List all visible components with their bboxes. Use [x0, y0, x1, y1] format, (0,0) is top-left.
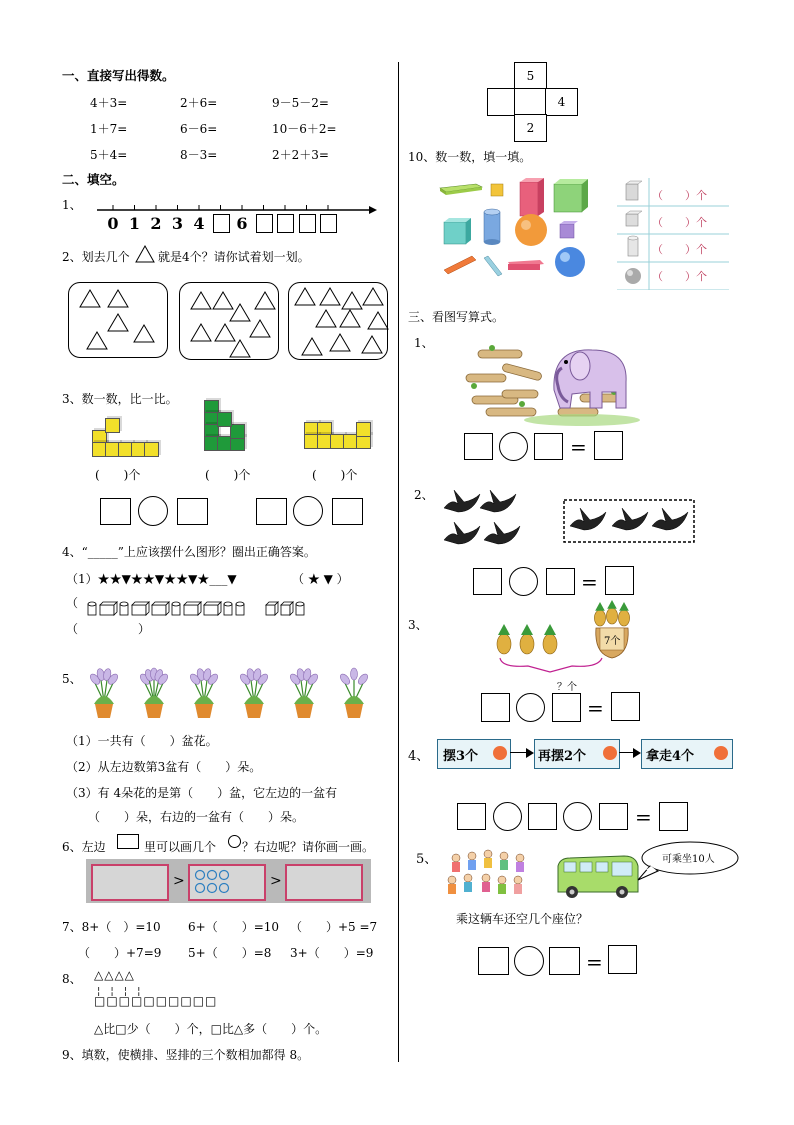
flower-pot — [195, 704, 213, 718]
pineapple — [606, 608, 617, 624]
child-head — [484, 850, 492, 858]
section2-title: 二、填空。 — [62, 172, 125, 187]
q4-text: 4、“_____”上应该摆什么图形？圈出正确答案。 — [62, 545, 316, 559]
calc-1-3: 9－5－2= — [272, 96, 329, 110]
q10-text: 10、数一数，填一填。 — [408, 150, 532, 164]
section1-title: 一、直接写出得数。 — [62, 68, 175, 83]
equals-sign: = — [570, 435, 587, 459]
number-line-label: 3 — [171, 214, 184, 233]
number-line-blank[interactable] — [299, 214, 316, 233]
bird — [444, 522, 480, 544]
child-head — [468, 852, 476, 860]
answer-circle[interactable] — [138, 496, 168, 526]
child-body — [484, 858, 492, 868]
calc-2-3: 10－6＋2= — [272, 122, 337, 136]
cylinder-top — [172, 602, 180, 606]
pineapple-leaves — [544, 624, 556, 635]
small-circle-icon — [228, 835, 241, 848]
child-body — [482, 882, 490, 892]
q4-line1-options[interactable]: （ ★ ▼ ） — [292, 572, 349, 586]
orange-ball-icon — [493, 746, 507, 760]
q4-line2-open: （ — [66, 596, 79, 610]
q3-count-3: ( )个 — [312, 468, 358, 482]
calc-3-2: 8－3= — [180, 148, 218, 162]
number-line-blank[interactable] — [213, 214, 230, 233]
q7-r2-b: 5+（ ）=8 — [188, 946, 272, 960]
flower-leaves — [144, 696, 164, 704]
step-1-label: 摆3个 — [443, 749, 479, 764]
q9-text: 9、填数，使横排、竖排的三个数相加都得 8。 — [62, 1048, 310, 1062]
q5-line-c: （3）有 4朵花的是第（ ）盆，它左边的一盆有 — [66, 786, 338, 800]
step-2-label: 再摆2个 — [538, 749, 587, 764]
calc-1-1: 4＋3= — [90, 96, 128, 110]
answer-circle[interactable] — [509, 567, 538, 596]
children-picture — [446, 846, 542, 902]
number-line-label: 0 — [107, 214, 119, 233]
s3-q5-number: 5、 — [416, 852, 438, 867]
pineapple-question-label: ？个 — [557, 682, 577, 693]
answer-box[interactable] — [611, 692, 640, 721]
equals-sign: = — [581, 570, 598, 594]
cube — [230, 424, 245, 439]
bird — [570, 508, 606, 530]
flower-leaves — [94, 696, 114, 704]
pineapple — [497, 634, 511, 654]
number-line-label: 4 — [193, 214, 205, 233]
number-line-label: 2 — [150, 214, 162, 233]
cube — [144, 442, 159, 457]
calc-2-1: 1＋7= — [90, 122, 128, 136]
flower-pot — [245, 704, 263, 718]
answer-box[interactable] — [599, 803, 628, 830]
solid-shapes-sequence — [86, 596, 386, 618]
q5-line-d: （ ）朵，右边的一盆有（ ）朵。 — [88, 810, 305, 824]
flower-leaves — [244, 696, 264, 704]
small-rect-icon — [117, 834, 139, 849]
child-body — [500, 860, 508, 870]
number-line-blank[interactable] — [320, 214, 337, 233]
pineapple-leaves — [498, 624, 510, 635]
cylinder-top — [120, 602, 128, 606]
q8-triangles: △△△△ — [94, 968, 135, 982]
q7-r2-a: （ ）+7=9 — [78, 946, 162, 960]
q8-squares: □□□□□□□□□□ — [94, 994, 218, 1008]
arrow-head-icon — [633, 748, 641, 758]
answer-box[interactable] — [546, 568, 575, 595]
flower-leaves — [194, 696, 214, 704]
child-head — [464, 874, 472, 882]
q6-text-mid: 里可以画几个 — [144, 840, 217, 854]
gt-sign-2: > — [270, 873, 282, 889]
bird — [612, 508, 648, 530]
yellow-cube-figure-2 — [300, 418, 380, 458]
pineapple-leaves — [607, 600, 617, 609]
equals-sign: = — [635, 805, 652, 829]
green-cube-figure — [200, 400, 250, 457]
bird — [484, 522, 520, 544]
number-line-blank[interactable] — [256, 214, 273, 233]
cylinder-top — [224, 602, 232, 606]
right-draw-box[interactable] — [285, 864, 363, 901]
answer-box[interactable] — [473, 568, 502, 595]
blue-circles — [192, 866, 242, 896]
cuboid-shape — [100, 605, 114, 615]
child-head — [448, 876, 456, 884]
cuboid-shape — [184, 605, 198, 615]
count-blank-cuboid[interactable]: （ ）个 — [652, 189, 707, 202]
pineapple-leaves — [619, 602, 629, 611]
answer-box[interactable] — [659, 802, 688, 831]
solid-shapes-picture — [436, 176, 596, 278]
child-head — [500, 852, 508, 860]
bird — [652, 508, 688, 530]
flower-leaves — [344, 696, 364, 704]
s3-q2-number: 2、 — [414, 488, 434, 502]
cuboid-shape — [152, 605, 166, 615]
flower-pot — [95, 704, 113, 718]
q7-r1-a: 7、8+（ ）=10 — [62, 920, 161, 934]
child-body — [464, 882, 472, 892]
calc-1-2: 2＋6= — [180, 96, 218, 110]
answer-box[interactable] — [528, 803, 557, 830]
answer-circle[interactable] — [499, 432, 528, 461]
q8-question: △比□少（ ）个，□比△多（ ）个。 — [94, 1022, 328, 1036]
pineapple — [543, 634, 557, 654]
count-blank-cylinder[interactable]: （ ）个 — [652, 243, 707, 256]
triangles-drawing — [60, 280, 400, 365]
q7-r2-c: 3+（ ）=9 — [290, 946, 374, 960]
elephant-logs-picture — [462, 338, 642, 428]
cuboid-shape — [132, 605, 146, 615]
cylinder-top — [236, 602, 244, 606]
q1-number: 1、 — [62, 198, 82, 212]
orange-ball-icon — [714, 746, 728, 760]
pineapple — [594, 610, 605, 626]
child-body — [498, 884, 506, 894]
s3-q3-number: 3、 — [408, 618, 428, 632]
q6-text-pre: 6、左边 — [62, 840, 106, 854]
bus-picture — [552, 852, 642, 900]
grid-top-value: 5 — [526, 69, 535, 83]
answer-circle[interactable] — [563, 802, 592, 831]
answer-box[interactable] — [332, 498, 363, 525]
column-divider — [398, 62, 399, 1062]
orange-ball-icon — [603, 746, 617, 760]
triangle-icon — [134, 244, 156, 264]
child-body — [514, 884, 522, 894]
count-blank-sphere[interactable]: （ ）个 — [652, 270, 707, 283]
flower-pot — [295, 704, 313, 718]
child-head — [516, 854, 524, 862]
cylinder-top — [88, 602, 96, 606]
grid-cell-bottom[interactable] — [514, 114, 547, 142]
child-body — [452, 862, 460, 872]
answer-box[interactable] — [464, 433, 493, 460]
flower-pot — [345, 704, 363, 718]
bird — [444, 490, 480, 512]
answer-box[interactable] — [481, 693, 510, 722]
q4-line3: （ ） — [66, 622, 151, 636]
birds-picture — [440, 486, 705, 556]
q7-r1-c: （ ）+5 =7 — [290, 920, 378, 934]
grid-cell-right[interactable] — [545, 88, 578, 116]
calc-3-1: 5＋4= — [90, 148, 128, 162]
cuboid-shape — [204, 605, 218, 615]
answer-box[interactable] — [100, 498, 131, 525]
basket-label: 7个 — [604, 636, 621, 647]
pineapple-leaves — [595, 602, 605, 611]
answer-circle[interactable] — [493, 802, 522, 831]
child-body — [516, 862, 524, 872]
answer-circle[interactable] — [516, 693, 545, 722]
child-head — [514, 876, 522, 884]
calc-3-3: 2＋2＋3= — [272, 148, 329, 162]
grid-bottom-value: 2 — [526, 121, 535, 135]
equals-sign: = — [587, 696, 604, 720]
cylinder-top — [296, 602, 304, 606]
child-body — [448, 884, 456, 894]
answer-box[interactable] — [549, 947, 580, 975]
grid-cell-top[interactable] — [514, 62, 547, 90]
flower-bloom — [356, 672, 369, 686]
answer-box[interactable] — [605, 566, 634, 595]
bubble-text: 可乘坐10人 — [662, 854, 715, 865]
answer-box[interactable] — [256, 498, 287, 525]
grid-right-value: 4 — [557, 95, 566, 109]
q5-line-b: （2）从左边数第3盆有（ ）朵。 — [66, 760, 262, 774]
cube — [217, 412, 232, 427]
number-line-label: 1 — [128, 214, 141, 233]
q5-number: 5、 — [62, 672, 82, 686]
q5-line-a: （1）一共有（ ）盆花。 — [66, 734, 218, 748]
q3-count-1: ( )个 — [95, 468, 141, 482]
q6-text-post: ？右边呢？请你画一画。 — [242, 840, 375, 854]
child-head — [498, 876, 506, 884]
s3-q1-number: 1、 — [414, 336, 434, 350]
q3-count-2: ( )个 — [205, 468, 251, 482]
answer-circle[interactable] — [514, 946, 544, 976]
arrow-head-icon — [526, 748, 534, 758]
grid-cell-center[interactable] — [514, 88, 547, 116]
cube — [105, 418, 120, 433]
s3-q4-number: 4、 — [408, 749, 430, 764]
flower-pots — [82, 658, 392, 720]
calc-2-2: 6－6= — [180, 122, 218, 136]
cuboid-shape — [266, 605, 275, 615]
pineapple — [520, 634, 534, 654]
child-body — [468, 860, 476, 870]
number-line-blank[interactable] — [277, 214, 294, 233]
answer-box[interactable] — [478, 947, 509, 975]
equals-sign: = — [586, 950, 603, 974]
q4-line1: （1）★★▼★★▼★★▼★___▼ — [66, 572, 237, 586]
answer-circle[interactable] — [293, 496, 323, 526]
count-blank-cube[interactable]: （ ）个 — [652, 216, 707, 229]
q8-number: 8、 — [62, 972, 82, 986]
answer-box[interactable] — [177, 498, 208, 525]
bus-question: 乘这辆车还空几个座位？ — [456, 912, 589, 926]
flower-leaves — [294, 696, 314, 704]
flower-bloom — [338, 672, 351, 686]
flower-bloom — [351, 668, 358, 680]
q2-text-pre: 2、划去几个 — [62, 250, 130, 264]
q2-text-post: 就是4个？请你试着划一划。 — [158, 250, 310, 264]
number-line-labels — [95, 212, 380, 234]
child-head — [482, 874, 490, 882]
answer-box[interactable] — [457, 803, 486, 830]
q7-r1-b: 6+（ ）=10 — [188, 920, 280, 934]
left-draw-box[interactable] — [91, 864, 169, 901]
step-3-label: 拿走4个 — [646, 749, 695, 764]
q8-marks: ¦ ¦ ¦ ¦ — [97, 986, 141, 997]
cuboid-shape — [281, 605, 290, 615]
section3-title: 三、看图写算式。 — [408, 310, 505, 324]
gt-sign-1: > — [173, 873, 185, 889]
yellow-cube-figure-1 — [88, 412, 168, 457]
answer-box[interactable] — [552, 693, 581, 722]
number-line-label: 6 — [236, 214, 248, 233]
bird — [480, 490, 516, 512]
answer-box[interactable] — [534, 433, 563, 460]
pineapple-leaves — [521, 624, 533, 635]
pineapple — [618, 610, 629, 626]
child-head — [452, 854, 460, 862]
answer-box[interactable] — [608, 945, 637, 974]
cube — [356, 422, 371, 437]
grid-cell-left[interactable] — [487, 88, 516, 116]
answer-box[interactable] — [594, 431, 623, 460]
flower-pot — [145, 704, 163, 718]
q3-text: 3、数一数，比一比。 — [62, 392, 178, 406]
